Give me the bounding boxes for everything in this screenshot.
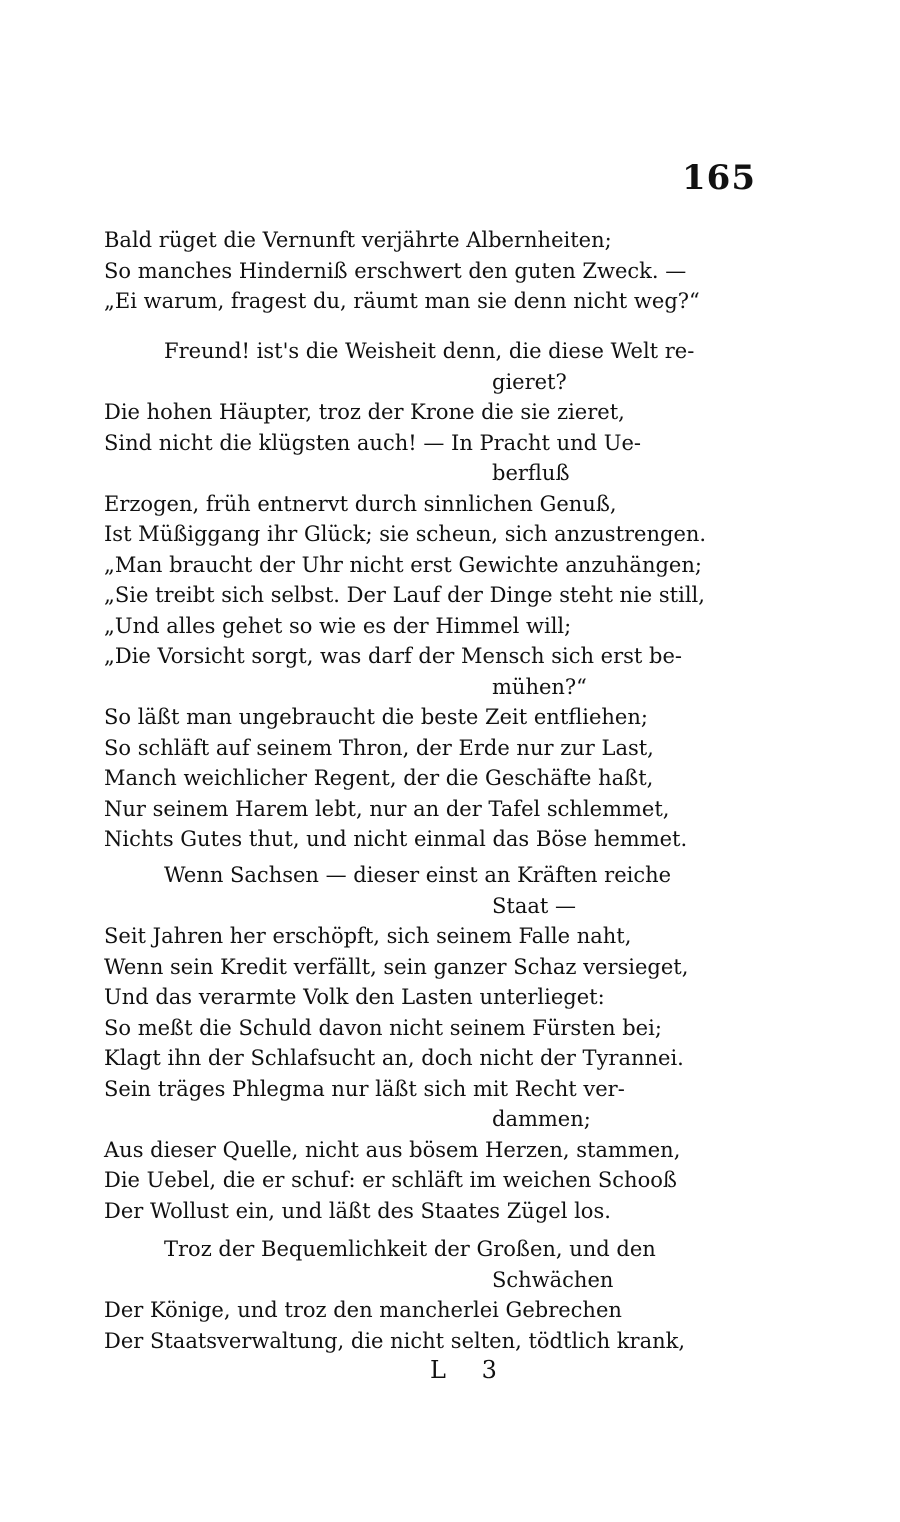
verse-line: So schläft auf seinem Thron, der Erde nur zur Last,: [104, 735, 654, 760]
stanza: [104, 225, 764, 317]
stanza: [104, 1234, 764, 1356]
verse-line: „Man braucht der Uhr nicht erst Gewichte anzuhängen;: [104, 552, 702, 577]
verse-line: Sein träges Phlegma nur läßt sich mit Recht ver-: [104, 1076, 625, 1101]
verse-line: Nur seinem Harem lebt, nur an der Tafel schlemmet,: [104, 796, 670, 821]
verse-line: Aus dieser Quelle, nicht aus bösem Herzen, stammen,: [104, 1137, 681, 1162]
verse-line-continuation: Staat —: [492, 893, 576, 918]
verse-line: Troz der Bequemlichkeit der Großen, und den: [164, 1237, 656, 1261]
verse-line: Klagt ihn der Schlafsucht an, doch nicht der Tyrannei.: [104, 1046, 684, 1070]
signature-mark: L 3: [430, 1356, 511, 1384]
stanza: [104, 860, 764, 1226]
verse-line: Seit Jahren her erschöpft, sich seinem Falle naht,: [104, 924, 632, 948]
verse-line-continuation: Schwächen: [492, 1267, 614, 1292]
verse-line: Wenn Sachsen — dieser einst an Kräften reiche: [164, 863, 672, 887]
verse-line-continuation: berfluß: [492, 461, 570, 485]
page-number: 165: [682, 158, 756, 198]
verse-line-continuation: mühen?“: [492, 674, 587, 699]
verse-line: Der Staatsverwaltung, die nicht selten, tödtlich krank,: [104, 1328, 686, 1353]
verse-line: Bald rüget die Vernunft verjährte Albernheiten;: [104, 228, 612, 252]
verse-line: „Sie treibt sich selbst. Der Lauf der Dinge steht nie still,: [104, 583, 705, 607]
verse-line: Und das verarmte Volk den Lasten unterlieget:: [104, 985, 605, 1009]
verse-line: „Die Vorsicht sorgt, was darf der Mensch sich erst be-: [104, 644, 682, 668]
verse-line: So manches Hinderniß erschwert den guten Zweck. —: [104, 258, 687, 283]
verse-line: Nichts Gutes thut, und nicht einmal das Böse hemmet.: [104, 827, 688, 851]
verse-line: Die hohen Häupter, troz der Krone die sie zieret,: [104, 400, 625, 424]
verse-line: Sind nicht die klügsten auch! — In Pracht und Ue-: [104, 430, 641, 455]
verse-line: Erzogen, früh entnervt durch sinnlichen Genuß,: [104, 491, 617, 516]
verse-line: Wenn sein Kredit verfällt, sein ganzer Schaz versieget,: [104, 954, 689, 979]
verse-line: „Und alles gehet so wie es der Himmel will;: [104, 613, 572, 638]
verse-line: Ist Müßiggang ihr Glück; sie scheun, sich anzustrengen.: [104, 522, 707, 546]
verse-line-continuation: gieret?: [492, 369, 567, 394]
verse-line: Die Uebel, die er schuf: er schläft im weichen Schooß: [104, 1168, 677, 1192]
verse-line: Der Wollust ein, und läßt des Staates Zügel los.: [104, 1198, 611, 1223]
verse-line-continuation: dammen;: [492, 1107, 591, 1131]
stanza: [104, 336, 764, 855]
verse-line: So läßt man ungebraucht die beste Zeit entfliehen;: [104, 705, 648, 729]
verse-line: Manch weichlicher Regent, der die Geschäfte haßt,: [104, 766, 654, 790]
verse-line: Der Könige, und troz den mancherlei Gebrechen: [104, 1298, 622, 1322]
verse-line: „Ei warum, fragest du, räumt man sie denn nicht weg?“: [104, 289, 700, 313]
verse-line: Freund! ist's die Weisheit denn, die diese Welt re-: [164, 339, 695, 363]
verse-line: So meßt die Schuld davon nicht seinem Fürsten bei;: [104, 1015, 662, 1040]
